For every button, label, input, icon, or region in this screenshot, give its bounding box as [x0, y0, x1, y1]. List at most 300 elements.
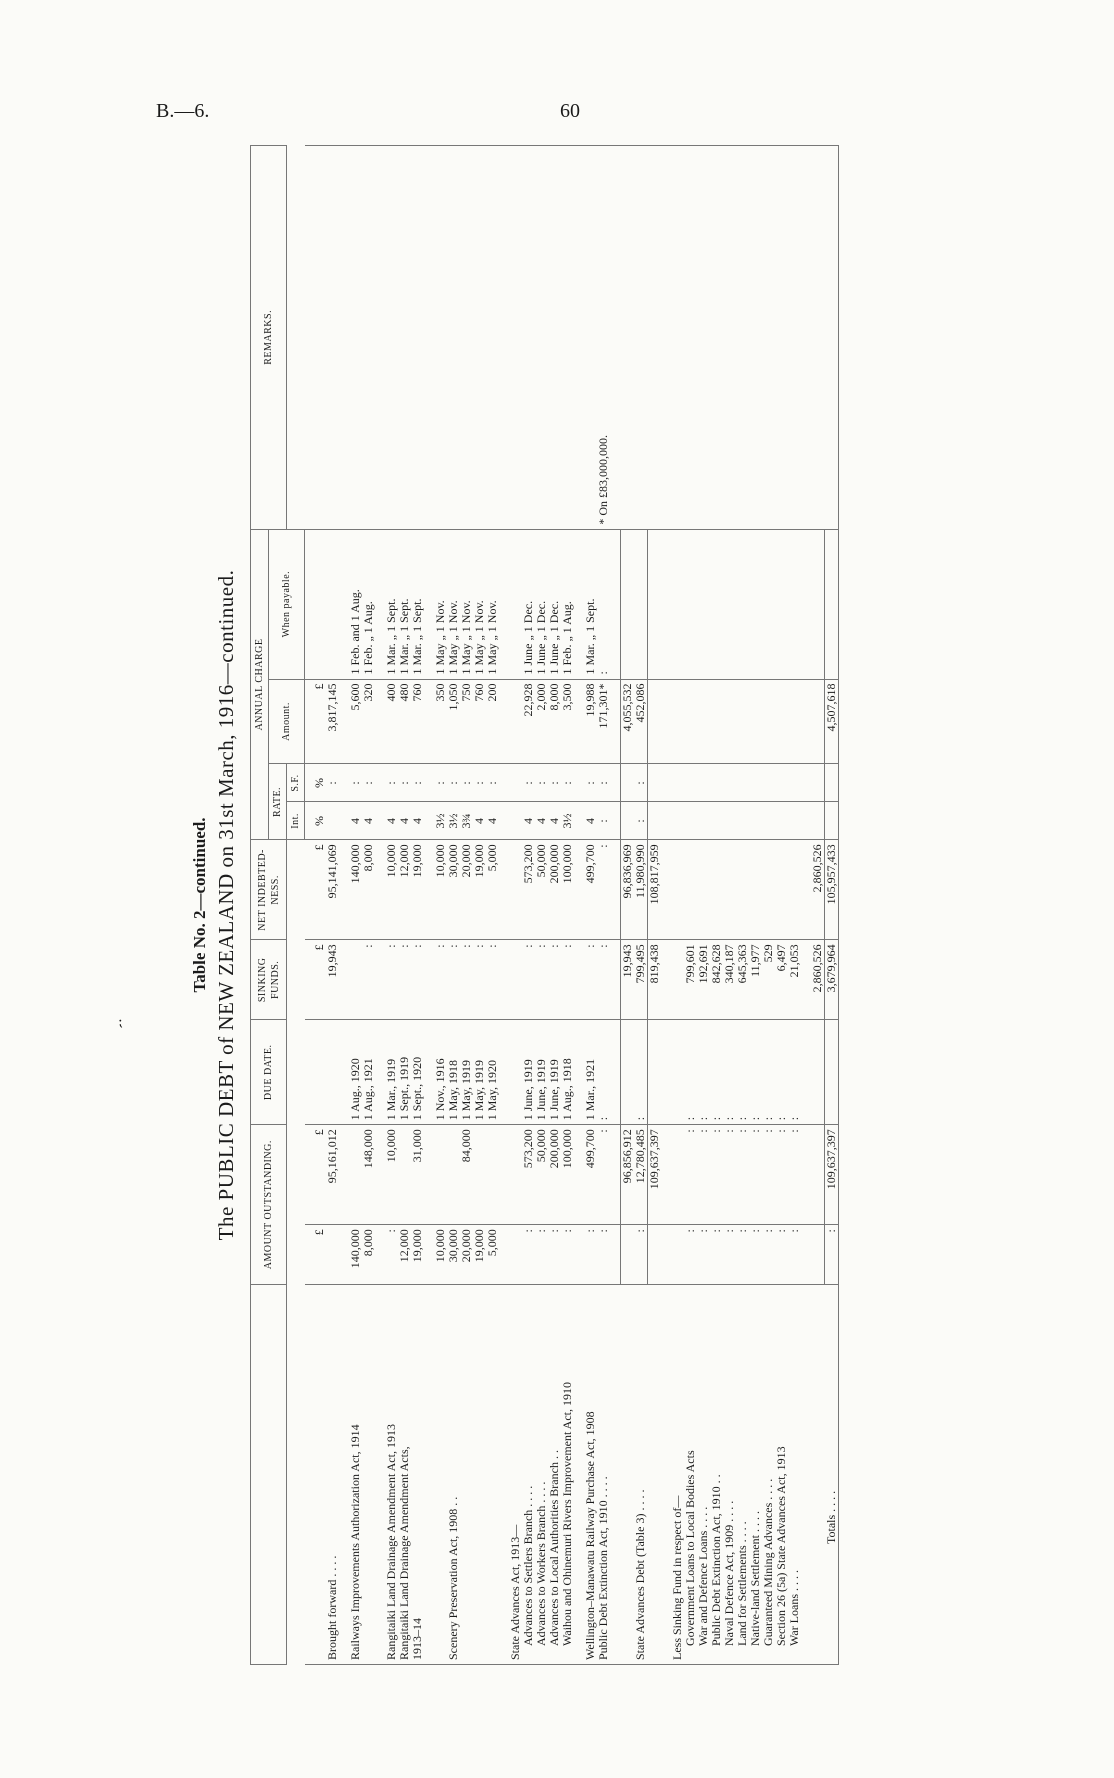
- table-cell: 1 May „ 1 Nov.: [473, 529, 486, 679]
- page-number: 60: [560, 100, 580, 122]
- table-cell: Scenery Preservation Act, 1908 . .: [447, 1285, 460, 1665]
- table-cell: :: [597, 840, 610, 940]
- table-cell: 760: [411, 679, 424, 764]
- table-cell: 799,495: [634, 940, 648, 1020]
- table-cell: [486, 1125, 499, 1225]
- table-cell: [762, 802, 775, 840]
- table-cell: [634, 529, 648, 679]
- col-net-indebtedness: NET INDEBTED-NESS.: [251, 840, 287, 940]
- table-cell: State Advances Debt (Table 3) . . . .: [634, 1285, 648, 1665]
- table-cell: [736, 764, 749, 802]
- table-number-title: Table No. 2—continued.: [190, 817, 209, 993]
- table-cell: [811, 802, 825, 840]
- table-cell: :: [749, 1020, 762, 1125]
- table-cell: 1 May „ 1 Nov.: [486, 529, 499, 679]
- table-cell: 1 Mar., 1919: [385, 1020, 398, 1125]
- table-cell: :: [634, 1225, 648, 1285]
- table-cell: [749, 764, 762, 802]
- table-cell: :: [597, 1225, 610, 1285]
- table-cell: 19,943: [621, 940, 635, 1020]
- table-cell: 1 May, 1920: [486, 1020, 499, 1125]
- table-cell: 3¾: [460, 802, 473, 840]
- table-cell: :: [775, 1020, 788, 1125]
- table-row: [398, 146, 411, 1665]
- table-cell: 2,860,526: [811, 940, 825, 1020]
- table-cell: [749, 146, 762, 530]
- table-cell: [326, 146, 339, 530]
- table-cell: [460, 1285, 473, 1665]
- table-cell: :: [597, 529, 610, 679]
- table-cell: 3½: [561, 802, 574, 840]
- table-cell: [621, 1020, 635, 1125]
- table-cell: [447, 146, 460, 530]
- table-cell: [473, 146, 486, 530]
- table-cell: 140,000: [349, 840, 362, 940]
- table-cell: %: [305, 802, 327, 840]
- table-cell: 452,086: [634, 679, 648, 764]
- table-row: [385, 146, 398, 1665]
- table-cell: [460, 146, 473, 530]
- table-cell: 750: [460, 679, 473, 764]
- table-cell: [621, 146, 635, 530]
- table-cell: :: [473, 940, 486, 1020]
- table-cell: :: [684, 1225, 697, 1285]
- table-cell: :: [684, 1020, 697, 1125]
- table-cell: 31,000: [411, 1125, 424, 1225]
- table-cell: :: [561, 940, 574, 1020]
- table-cell: :: [584, 764, 597, 802]
- table-cell: [509, 940, 522, 1020]
- table-cell: [762, 679, 775, 764]
- table-cell: 19,000: [473, 840, 486, 940]
- table-cell: 109,637,397: [825, 1125, 839, 1225]
- table-cell: :: [697, 1020, 710, 1125]
- table-cell: 1 June „ 1 Dec.: [548, 529, 561, 679]
- table-cell: :: [385, 940, 398, 1020]
- table-cell: 5,000: [486, 840, 499, 940]
- table-cell: 1 Mar. „ 1 Sept.: [385, 529, 398, 679]
- table-cell: 1 Feb. „ 1 Aug.: [362, 529, 375, 679]
- table-cell: :: [460, 940, 473, 1020]
- table-cell: :: [535, 1225, 548, 1285]
- table-cell: :: [584, 940, 597, 1020]
- table-cell: [788, 840, 801, 940]
- table-cell: 1 Sept., 1919: [398, 1020, 411, 1125]
- table-cell: :: [597, 1020, 610, 1125]
- table-row: [522, 146, 535, 1665]
- table-cell: [811, 764, 825, 802]
- table-cell: [825, 146, 839, 530]
- table-cell: Land for Settlements . . . .: [736, 1285, 749, 1665]
- table-cell: :: [326, 764, 339, 802]
- table-cell: 4: [535, 802, 548, 840]
- table-cell: 1 Sept., 1920: [411, 1020, 424, 1125]
- table-cell: [326, 1225, 339, 1285]
- table-cell: 95,141,069: [326, 840, 339, 940]
- table-cell: 1 Mar., 1921: [584, 1020, 597, 1125]
- table-cell: :: [697, 1225, 710, 1285]
- table-cell: War and Defence Loans . . . .: [697, 1285, 710, 1665]
- table-row: [434, 146, 447, 1665]
- row-spacer: [610, 146, 621, 1665]
- table-cell: 1 May, 1919: [460, 1020, 473, 1125]
- table-cell: 340,187: [723, 940, 736, 1020]
- table-row: [326, 146, 339, 1665]
- table-cell: [710, 146, 723, 530]
- table-cell: [535, 146, 548, 530]
- table-cell: [671, 146, 684, 530]
- table-cell: [305, 1020, 327, 1125]
- table-cell: [434, 1125, 447, 1225]
- table-cell: :: [697, 1125, 710, 1225]
- table-cell: [486, 146, 499, 530]
- table-cell: 140,000: [349, 1225, 362, 1285]
- table-cell: [723, 764, 736, 802]
- table-cell: [788, 802, 801, 840]
- table-cell: :: [561, 1225, 574, 1285]
- table-cell: :: [597, 764, 610, 802]
- col-remarks: REMARKS.: [251, 146, 287, 530]
- table-cell: 3,817,145: [326, 679, 339, 764]
- table-cell: :: [684, 1125, 697, 1225]
- table-cell: 10,000: [434, 1225, 447, 1285]
- table-cell: Totals . . . .: [825, 1285, 839, 1665]
- table-cell: 350: [434, 679, 447, 764]
- table-cell: [671, 840, 684, 940]
- table-cell: [762, 840, 775, 940]
- table-cell: 645,363: [736, 940, 749, 1020]
- table-cell: 1 Nov., 1916: [434, 1020, 447, 1125]
- table-cell: :: [788, 1125, 801, 1225]
- table-cell: 4,055,532: [621, 679, 635, 764]
- table-cell: :: [434, 764, 447, 802]
- table-cell: Section 26 (5a) State Advances Act, 1913: [775, 1285, 788, 1665]
- table-cell: [634, 146, 648, 530]
- table-cell: 200: [486, 679, 499, 764]
- table-row: [710, 146, 723, 1665]
- table-cell: [736, 529, 749, 679]
- table-cell: [648, 529, 662, 679]
- table-cell: [671, 529, 684, 679]
- table-row: [697, 146, 710, 1665]
- col-rate-sf: S.F.: [287, 764, 305, 802]
- table-cell: Railways Improvements Authorization Act, 1914: [349, 1285, 362, 1665]
- table-cell: :: [597, 940, 610, 1020]
- table-cell: 1 May, 1918: [447, 1020, 460, 1125]
- table-cell: 11,977: [749, 940, 762, 1020]
- table-cell: [671, 802, 684, 840]
- table-cell: :: [634, 764, 648, 802]
- col-rate: RATE.: [269, 764, 287, 840]
- table-cell: [723, 529, 736, 679]
- table-cell: [775, 146, 788, 530]
- table-cell: 799,601: [684, 940, 697, 1020]
- table-row: [597, 146, 610, 1665]
- table-row: [775, 146, 788, 1665]
- table-cell: 5,000: [486, 1225, 499, 1285]
- table-cell: :: [597, 1125, 610, 1225]
- table-row: [349, 146, 362, 1665]
- table-row: [634, 146, 648, 1665]
- table-cell: 100,000: [561, 840, 574, 940]
- table-cell: 4: [522, 802, 535, 840]
- table-cell: 842,628: [710, 940, 723, 1020]
- table-cell: 1 June, 1919: [535, 1020, 548, 1125]
- table-cell: :: [362, 764, 375, 802]
- table-cell: 50,000: [535, 840, 548, 940]
- table-cell: 6,497: [775, 940, 788, 1020]
- table-cell: [684, 529, 697, 679]
- table-cell: :: [447, 940, 460, 1020]
- table-cell: [326, 529, 339, 679]
- table-row: [749, 146, 762, 1665]
- table-cell: [775, 679, 788, 764]
- table-cell: 1 Feb. and 1 Aug.: [349, 529, 362, 679]
- col-amount-outstanding: AMOUNT OUTSTANDING.: [251, 1125, 287, 1285]
- col-description: [251, 1285, 287, 1665]
- table-cell: [811, 1225, 825, 1285]
- table-cell: :: [385, 1225, 398, 1285]
- table-cell: [811, 679, 825, 764]
- table-cell: 8,000: [362, 1225, 375, 1285]
- table-cell: Public Debt Extinction Act, 1910 . .: [710, 1285, 723, 1665]
- table-cell: :: [362, 940, 375, 1020]
- table-row: [788, 146, 801, 1665]
- col-amount: Amount.: [269, 679, 305, 764]
- table-row: [762, 146, 775, 1665]
- table-cell: 1 May, 1919: [473, 1020, 486, 1125]
- table-cell: :: [522, 764, 535, 802]
- table-cell: :: [788, 1020, 801, 1125]
- table-cell: [684, 802, 697, 840]
- table-cell: [710, 802, 723, 840]
- table-cell: [326, 1020, 339, 1125]
- table-cell: 96,856,912: [621, 1125, 635, 1225]
- col-due-date: DUE DATE.: [251, 1020, 287, 1125]
- table-cell: 10,000: [385, 840, 398, 940]
- table-cell: [723, 146, 736, 530]
- table-cell: 480: [398, 679, 411, 764]
- table-cell: [509, 1225, 522, 1285]
- table-cell: :: [825, 1225, 839, 1285]
- table-cell: :: [584, 1225, 597, 1285]
- table-cell: 19,943: [326, 940, 339, 1020]
- table-cell: :: [749, 1125, 762, 1225]
- table-cell: [648, 802, 662, 840]
- table-cell: :: [710, 1225, 723, 1285]
- table-cell: 12,000: [398, 840, 411, 940]
- table-cell: 22,928: [522, 679, 535, 764]
- col-sinking-funds: SINKING FUNDS.: [251, 940, 287, 1020]
- table-cell: :: [486, 940, 499, 1020]
- table-cell: :: [736, 1125, 749, 1225]
- table-cell: :: [634, 802, 648, 840]
- stray-mark: ⁏: [118, 1015, 123, 1030]
- table-cell: £: [305, 1125, 327, 1225]
- table-cell: 1 Aug., 1920: [349, 1020, 362, 1125]
- table-cell: 1913–14: [411, 1285, 424, 1665]
- table-cell: Wellington–Manawatu Railway Purchase Act, 1908: [584, 1285, 597, 1665]
- table-cell: :: [447, 764, 460, 802]
- table-cell: 96,836,969: [621, 840, 635, 940]
- table-cell: 11,980,990: [634, 840, 648, 940]
- table-cell: 8,000: [362, 840, 375, 940]
- table-cell: [349, 146, 362, 530]
- table-cell: [762, 529, 775, 679]
- table-cell: [621, 1285, 635, 1665]
- table-cell: [684, 840, 697, 940]
- table-cell: [473, 1125, 486, 1225]
- table-cell: 12,780,485: [634, 1125, 648, 1225]
- table-cell: [621, 764, 635, 802]
- table-cell: 30,000: [447, 1225, 460, 1285]
- table-cell: [648, 764, 662, 802]
- table-cell: £: [305, 940, 327, 1020]
- table-cell: :: [762, 1125, 775, 1225]
- table-main-title: The PUBLIC DEBT of NEW ZEALAND on 31st March, 1916—continued.: [214, 569, 238, 1241]
- table-cell: :: [548, 1225, 561, 1285]
- table-cell: [788, 146, 801, 530]
- table-cell: [697, 840, 710, 940]
- table-cell: :: [775, 1125, 788, 1225]
- table-cell: [486, 1285, 499, 1665]
- table-cell: 4: [486, 802, 499, 840]
- table-cell: 1 May „ 1 Nov.: [434, 529, 447, 679]
- table-row: [723, 146, 736, 1665]
- table-cell: :: [522, 940, 535, 1020]
- table-cell: 20,000: [460, 1225, 473, 1285]
- table-row: [561, 146, 574, 1665]
- rotated-table-block: [190, 145, 970, 1665]
- table-cell: [434, 146, 447, 530]
- table-cell: [710, 764, 723, 802]
- table-cell: :: [762, 1225, 775, 1285]
- table-cell: :: [411, 764, 424, 802]
- table-cell: 1 June „ 1 Dec.: [522, 529, 535, 679]
- table-row: [460, 146, 473, 1665]
- table-cell: State Advances Act, 1913—: [509, 1285, 522, 1665]
- table-cell: 529: [762, 940, 775, 1020]
- table-row: [305, 146, 327, 1665]
- table-cell: 1 Mar. „ 1 Sept.: [398, 529, 411, 679]
- table-cell: [825, 529, 839, 679]
- table-cell: [736, 146, 749, 530]
- table-cell: [749, 679, 762, 764]
- table-cell: :: [788, 1225, 801, 1285]
- table-cell: 3,679,964: [825, 940, 839, 1020]
- table-cell: [762, 764, 775, 802]
- table-cell: 400: [385, 679, 398, 764]
- table-cell: 19,000: [411, 1225, 424, 1285]
- table-row: [811, 146, 825, 1665]
- table-cell: 1 June, 1919: [522, 1020, 535, 1125]
- table-cell: :: [736, 1225, 749, 1285]
- table-cell: [648, 146, 662, 530]
- table-row: [509, 146, 522, 1665]
- table-cell: 84,000: [460, 1125, 473, 1225]
- table-cell: [326, 802, 339, 840]
- table-cell: [473, 1285, 486, 1665]
- table-cell: £: [305, 1225, 327, 1285]
- table-cell: %: [305, 764, 327, 802]
- table-cell: 5,600: [349, 679, 362, 764]
- table-cell: 3½: [434, 802, 447, 840]
- table-cell: :: [749, 1225, 762, 1285]
- table-cell: 573,200: [522, 840, 535, 940]
- table-cell: :: [723, 1020, 736, 1125]
- table-cell: 2,860,526: [811, 840, 825, 940]
- table-cell: [684, 679, 697, 764]
- col-when-payable: When payable.: [269, 529, 305, 679]
- table-cell: [648, 1020, 662, 1125]
- table-cell: [710, 840, 723, 940]
- table-cell: [825, 802, 839, 840]
- table-cell: Brought forward . . . .: [326, 1285, 339, 1665]
- table-cell: 19,000: [411, 840, 424, 940]
- table-cell: :: [723, 1225, 736, 1285]
- table-cell: Naval Defence Act, 1909 . . . .: [723, 1285, 736, 1665]
- table-cell: [305, 529, 327, 679]
- table-cell: [697, 679, 710, 764]
- table-cell: 1 Aug., 1918: [561, 1020, 574, 1125]
- table-cell: 1 Mar. „ 1 Sept.: [584, 529, 597, 679]
- table-cell: [775, 529, 788, 679]
- table-cell: 3½: [447, 802, 460, 840]
- table-cell: 4: [584, 802, 597, 840]
- table-cell: [362, 1285, 375, 1665]
- table-cell: :: [473, 764, 486, 802]
- table-cell: 108,817,959: [648, 840, 662, 940]
- table-row: [411, 146, 424, 1665]
- table-cell: 200,000: [548, 840, 561, 940]
- table-cell: [671, 1225, 684, 1285]
- table-cell: [398, 146, 411, 530]
- table-cell: [736, 679, 749, 764]
- table-cell: [697, 764, 710, 802]
- table-cell: [671, 1020, 684, 1125]
- table-cell: Less Sinking Fund in respect of—: [671, 1285, 684, 1665]
- table-cell: [723, 840, 736, 940]
- table-row: [621, 146, 635, 1665]
- table-cell: [671, 1125, 684, 1225]
- table-cell: [788, 764, 801, 802]
- table-cell: 30,000: [447, 840, 460, 940]
- table-cell: :: [548, 764, 561, 802]
- table-cell: [710, 529, 723, 679]
- table-cell: [684, 764, 697, 802]
- table-cell: [749, 802, 762, 840]
- table-cell: 499,700: [584, 840, 597, 940]
- table-cell: [710, 679, 723, 764]
- table-cell: 2,000: [535, 679, 548, 764]
- table-cell: Waihou and Ohinemuri Rivers Improvement Act, 1910: [561, 1285, 574, 1665]
- table-cell: 1 Mar. „ 1 Sept.: [411, 529, 424, 679]
- table-cell: :: [535, 764, 548, 802]
- table-cell: Government Loans to Local Bodies Acts: [684, 1285, 697, 1665]
- col-annual-charge: ANNUAL CHARGE: [251, 529, 269, 840]
- table-cell: * On £83,000,000.: [597, 146, 610, 530]
- table-cell: [362, 146, 375, 530]
- table-cell: 95,161,012: [326, 1125, 339, 1225]
- table-cell: 4: [548, 802, 561, 840]
- table-row: [535, 146, 548, 1665]
- table-cell: 12,000: [398, 1225, 411, 1285]
- table-cell: [548, 146, 561, 530]
- table-cell: [811, 1285, 825, 1665]
- table-cell: £: [305, 840, 327, 940]
- table-cell: 320: [362, 679, 375, 764]
- table-cell: [811, 1125, 825, 1225]
